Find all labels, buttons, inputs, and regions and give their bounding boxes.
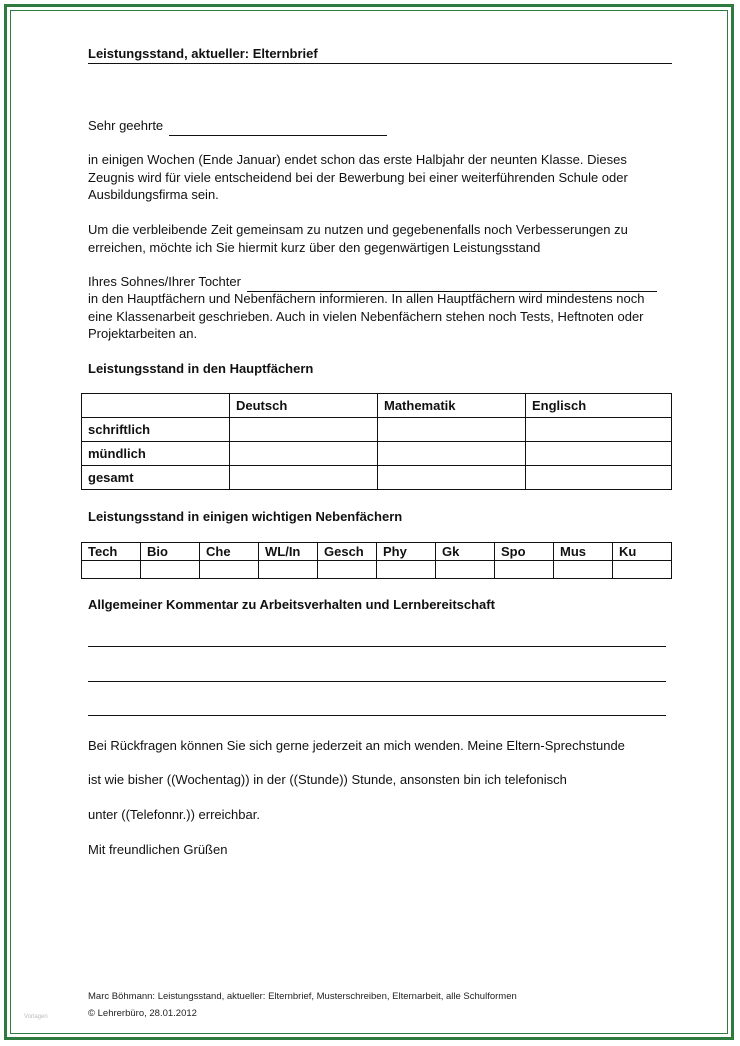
- grade-cell[interactable]: [318, 561, 377, 579]
- table-header-cell: Bio: [141, 543, 200, 561]
- child-name-blank[interactable]: [247, 273, 657, 292]
- child-name-line: [88, 273, 672, 292]
- main-subjects-heading: Leistungsstand in den Hauptfächern: [88, 361, 314, 376]
- paragraph-2: Um die verbleibende Zeit gemeinsam zu nutzen und gegebenenfalls noch Verbesserungen zu erreichen, möchte ich Sie hiermit kurz über den gegenwärtigen Leistungsstand: [88, 222, 628, 255]
- table-row: [82, 442, 672, 466]
- table-header-cell: Phy: [377, 543, 436, 561]
- grade-cell[interactable]: [378, 466, 526, 490]
- greeting: Mit freundlichen Grüßen: [88, 842, 228, 857]
- table-header-cell: Ku: [613, 543, 672, 561]
- document-title: Leistungsstand, aktueller: Elternbrief: [88, 46, 672, 64]
- table-header-cell: WL/In: [259, 543, 318, 561]
- row-label: mündlich: [82, 442, 230, 466]
- grade-cell[interactable]: [554, 561, 613, 579]
- grade-cell[interactable]: [526, 442, 672, 466]
- grade-cell[interactable]: [82, 561, 141, 579]
- grade-cell[interactable]: [526, 466, 672, 490]
- table-header-cell: Deutsch: [230, 394, 378, 418]
- table-header-cell: Mus: [554, 543, 613, 561]
- comment-heading: Allgemeiner Kommentar zu Arbeitsverhalten und Lernbereitschaft: [88, 597, 495, 612]
- table-header-cell: Spo: [495, 543, 554, 561]
- grade-cell[interactable]: [378, 442, 526, 466]
- table-header-cell: Englisch: [526, 394, 672, 418]
- comment-line[interactable]: [88, 646, 666, 647]
- watermark: Vorlagen: [24, 1014, 48, 1020]
- grade-cell[interactable]: [436, 561, 495, 579]
- grade-cell[interactable]: [613, 561, 672, 579]
- footer-line-2: © Lehrerbüro, 28.01.2012: [88, 1008, 197, 1019]
- grade-cell[interactable]: [230, 418, 378, 442]
- table-header-cell: Tech: [82, 543, 141, 561]
- grade-cell[interactable]: [230, 466, 378, 490]
- salutation-line: [88, 117, 672, 136]
- footer-line-1: Marc Böhmann: Leistungsstand, aktueller: Elternbrief, Musterschreiben, Elternarbeit, alle Schulformen: [88, 991, 517, 1002]
- grade-cell[interactable]: [495, 561, 554, 579]
- comment-line[interactable]: [88, 715, 666, 716]
- table-header-cell: [82, 394, 230, 418]
- minor-subjects-table: [81, 542, 672, 579]
- table-row: [82, 466, 672, 490]
- closing-line-3: unter ((Telefonnr.)) erreichbar.: [88, 807, 260, 822]
- comment-line[interactable]: [88, 681, 666, 682]
- salutation-text: Sehr geehrte: [88, 118, 164, 133]
- child-label: Ihres Sohnes/Ihrer Tochter: [88, 274, 241, 289]
- row-label: schriftlich: [82, 418, 230, 442]
- minor-subjects-heading: Leistungsstand in einigen wichtigen Nebenfächern: [88, 509, 403, 524]
- grade-cell[interactable]: [259, 561, 318, 579]
- table-row: [82, 418, 672, 442]
- table-header-row: [82, 394, 672, 418]
- table-row: [82, 561, 672, 579]
- grade-cell[interactable]: [200, 561, 259, 579]
- table-header-cell: Mathematik: [378, 394, 526, 418]
- paragraph-1: in einigen Wochen (Ende Januar) endet schon das erste Halbjahr der neunten Klasse. Dieses Zeugnis wird für viele entscheidend bei der Bewerbung bei einer weiterführenden Schule oder Ausbildungsfirma sein.: [88, 152, 628, 202]
- table-header-row: [82, 543, 672, 561]
- grade-cell[interactable]: [378, 418, 526, 442]
- table-header-cell: Gk: [436, 543, 495, 561]
- table-header-cell: Che: [200, 543, 259, 561]
- table-header-cell: Gesch: [318, 543, 377, 561]
- row-label: gesamt: [82, 466, 230, 490]
- grade-cell[interactable]: [230, 442, 378, 466]
- grade-cell[interactable]: [526, 418, 672, 442]
- grade-cell[interactable]: [141, 561, 200, 579]
- recipient-name-blank[interactable]: [169, 117, 387, 136]
- main-subjects-table: [81, 393, 672, 490]
- closing-line-1: Bei Rückfragen können Sie sich gerne jederzeit an mich wenden. Meine Eltern-Sprechstunde: [88, 738, 625, 753]
- grade-cell[interactable]: [377, 561, 436, 579]
- closing-line-2: ist wie bisher ((Wochentag)) in der ((Stunde)) Stunde, ansonsten bin ich telefonisch: [88, 772, 567, 787]
- paragraph-3: in den Hauptfächern und Nebenfächern informieren. In allen Hauptfächern wird mindestens noch eine Klassenarbeit geschrieben. Auch in vielen Nebenfächern stehen noch Tests, Heftnoten oder Projektarbeiten an.: [88, 291, 645, 341]
